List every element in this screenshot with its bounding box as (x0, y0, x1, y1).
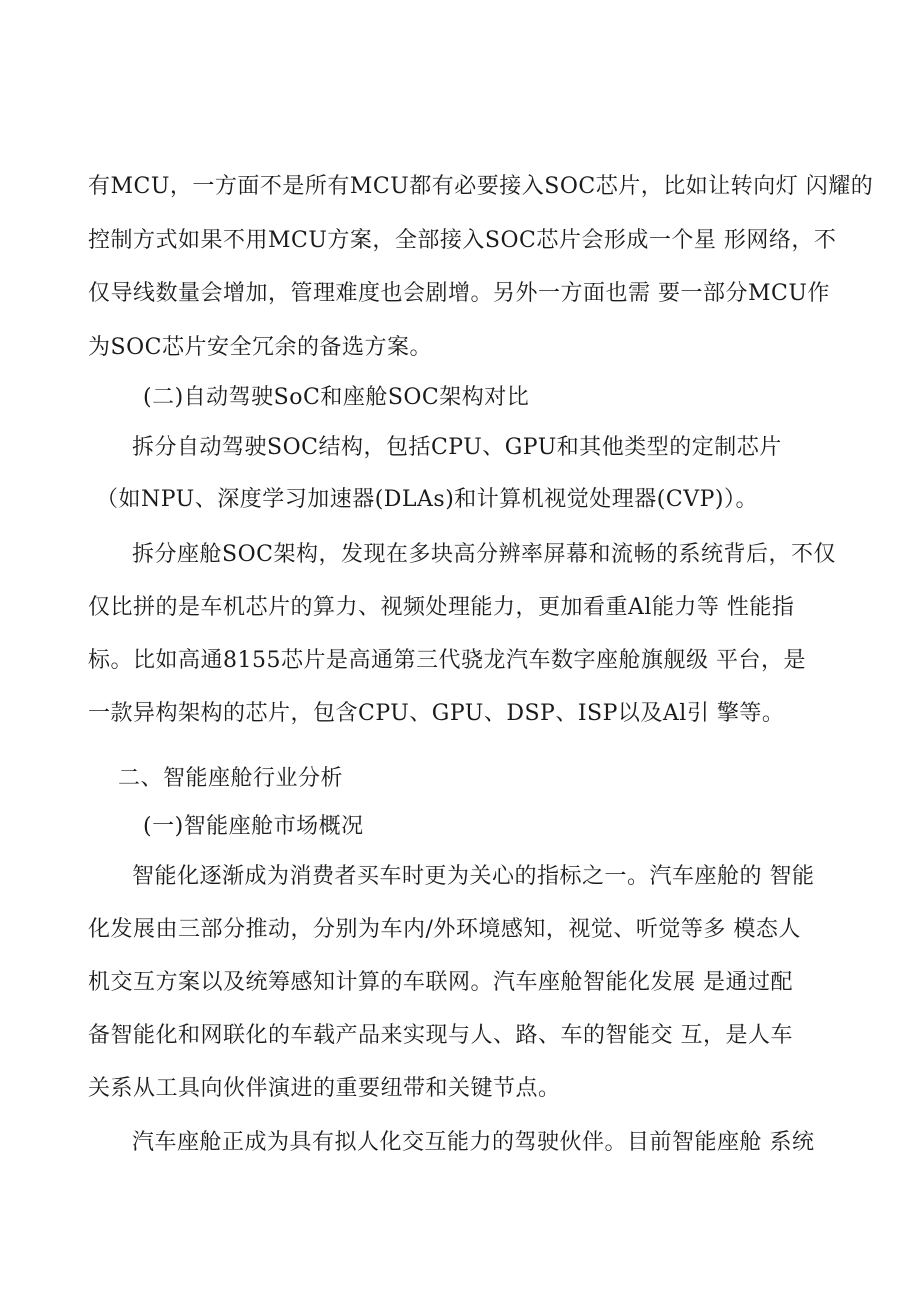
paragraph-3-line-3: 标。比如高通8155芯片是高通第三代骁龙汽车数字座舱旗舰级 平台，是 (88, 648, 806, 673)
paragraph-3-line-2: 仅比拼的是车机芯片的算力、视频处理能力，更加看重Al能力等 性能指 (88, 595, 795, 620)
chapter-heading: 二、智能座舱行业分析 (118, 766, 344, 791)
paragraph-1-line-4: 为SOC芯片安全冗余的备选方案。 (88, 335, 432, 360)
section-heading-er: (二)自动驾驶SoC和座舱SOC架构对比 (143, 385, 530, 410)
paragraph-1-line-3: 仅导线数量会增加，管理难度也会剧增。另外一方面也需 要一部分MCU作 (88, 281, 830, 306)
paragraph-4-line-1: 智能化逐渐成为消费者买车时更为关心的指标之一。汽车座舱的 智能 (132, 864, 815, 889)
paragraph-2-line-1: 拆分自动驾驶SOC结构，包括CPU、GPU和其他类型的定制芯片 (132, 435, 782, 460)
paragraph-2-line-2: （如NPU、深度学习加速器(DLAs)和计算机视觉处理器(CVP)）。 (96, 487, 758, 512)
paragraph-1-line-2: 控制方式如果不用MCU方案，全部接入SOC芯片会形成一个星 形网络，不 (88, 228, 837, 253)
paragraph-4-line-3: 机交互方案以及统筹感知计算的车联网。汽车座舱智能化发展 是通过配 (88, 970, 793, 995)
paragraph-4-line-2: 化发展由三部分推动，分别为车内/外环境感知，视觉、听觉等多 模态人 (88, 917, 801, 942)
paragraph-5-line-1: 汽车座舱正成为具有拟人化交互能力的驾驶伙伴。目前智能座舱 系统 (132, 1130, 815, 1155)
paragraph-1-line-1: 有MCU，一方面不是所有MCU都有必要接入SOC芯片，比如让转向灯 闪耀的 (88, 174, 874, 199)
paragraph-4-line-4: 备智能化和网联化的车载产品来实现与人、路、车的智能交 互，是人车 (88, 1023, 793, 1048)
paragraph-3-line-4: 一款异构架构的芯片，包含CPU、GPU、DSP、ISP以及Al引 擎等。 (88, 701, 785, 726)
paragraph-4-line-5: 关系从工具向伙伴演进的重要纽带和关键节点。 (88, 1076, 561, 1101)
section-heading-yi: (一)智能座舱市场概况 (143, 814, 364, 839)
paragraph-3-line-1: 拆分座舱SOC架构，发现在多块高分辨率屏幕和流畅的系统背后，不仅 (132, 542, 836, 567)
